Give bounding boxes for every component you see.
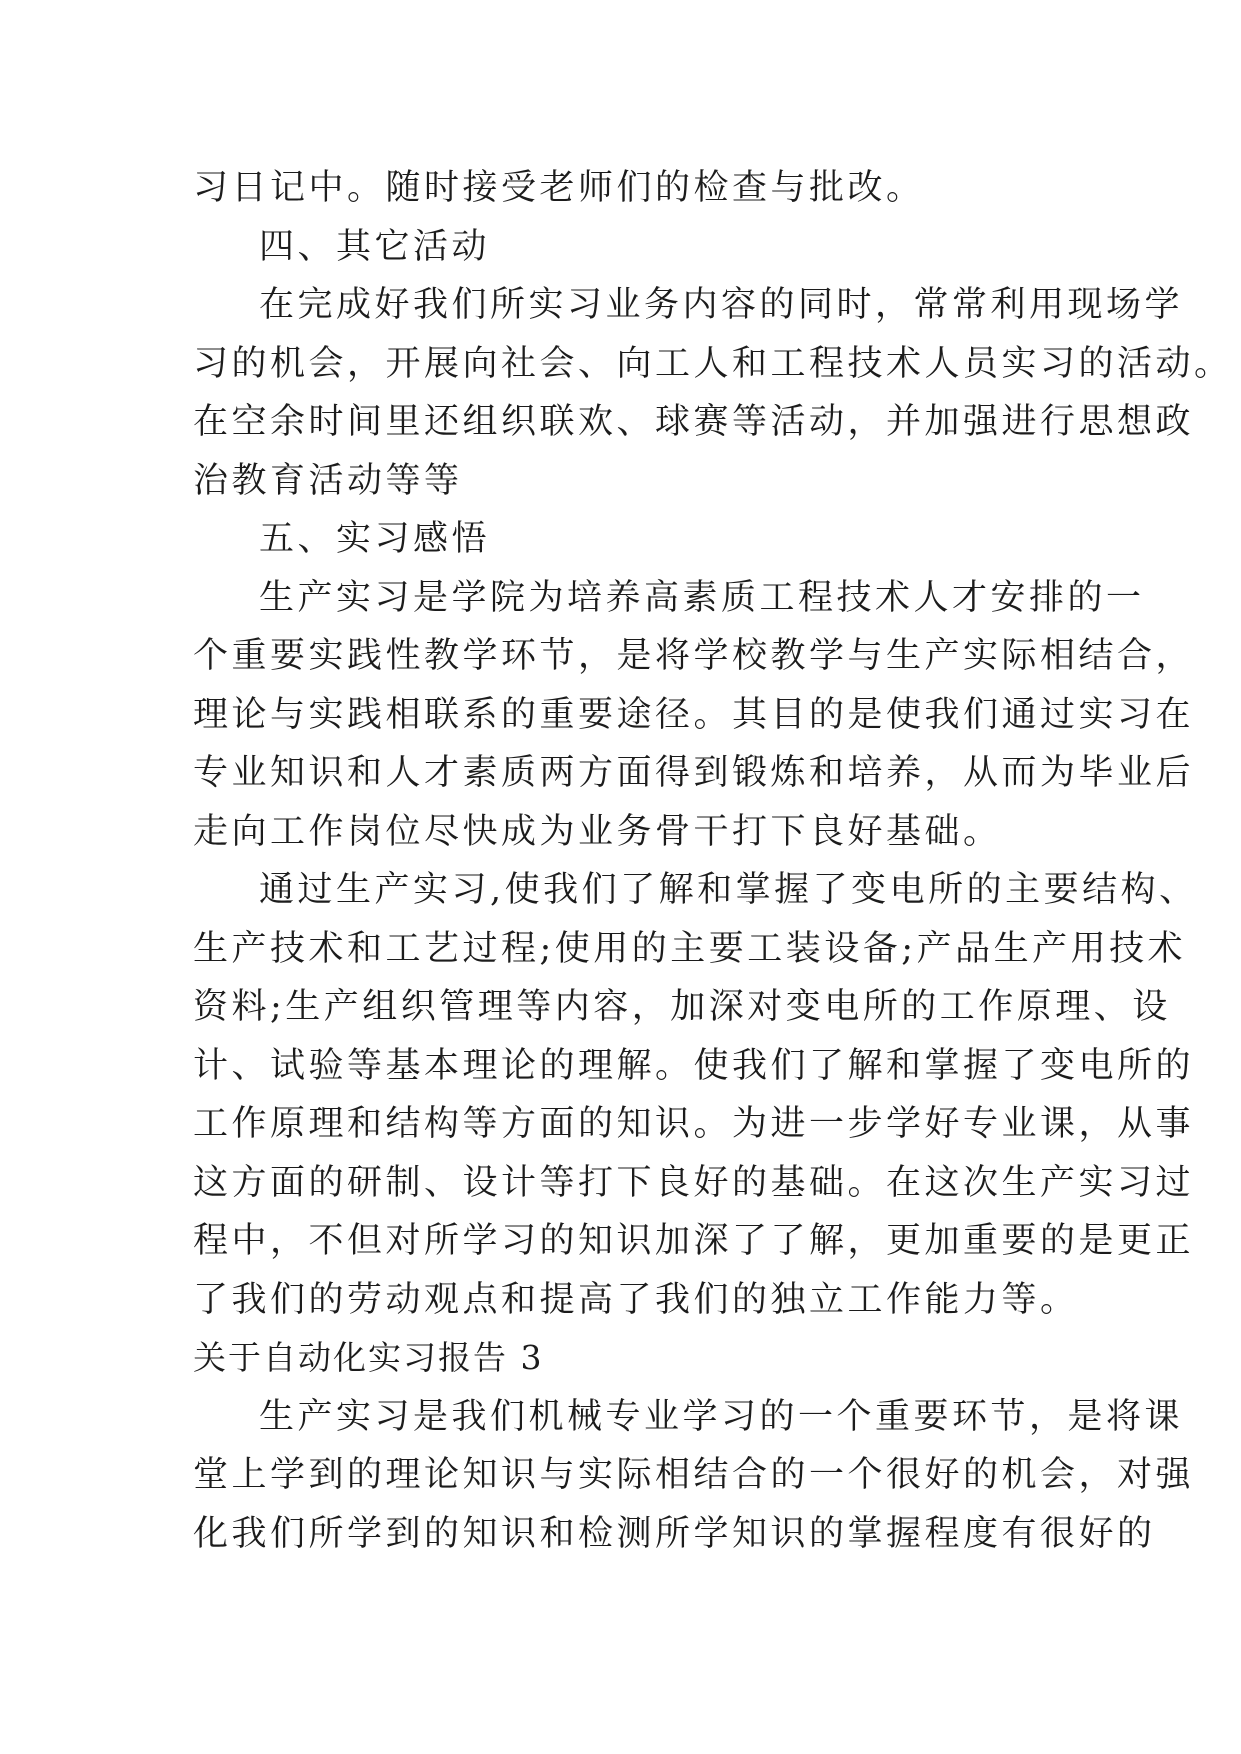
text-line: 生产技术和工艺过程;使用的主要工装设备;产品生产用技术 <box>193 928 1187 969</box>
text-line: 个重要实践性教学环节，是将学校教学与生产实际相结合， <box>193 636 1195 676</box>
report-title-3: 关于自动化实习报告 3 <box>193 1338 544 1377</box>
text-line: 习日记中。随时接受老师们的检查与批改。 <box>193 168 925 208</box>
section-heading-other-activities: 四、其它活动 <box>259 226 491 267</box>
text-line: 生产实习是学院为培养高素质工程技术人才安排的一 <box>259 577 1145 618</box>
text-line: 工作原理和结构等方面的知识。为进一步学好专业课，从事 <box>193 1104 1195 1144</box>
text-line: 化我们所学到的知识和检测所学知识的掌握程度有很好的 <box>193 1513 1156 1554</box>
document-body <box>193 159 1233 1563</box>
text-line: 走向工作岗位尽快成为业务骨干打下良好基础。 <box>193 811 1002 852</box>
text-line: 在完成好我们所实习业务内容的同时，常常利用现场学 <box>259 285 1184 325</box>
text-line: 习的机会，开展向社会、向工人和工程技术人员实习的活动。 <box>193 343 1233 384</box>
text-line: 生产实习是我们机械专业学习的一个重要环节，是将课 <box>259 1396 1184 1437</box>
text-line: 治教育活动等等 <box>193 460 463 501</box>
text-line: 通过生产实习,使我们了解和掌握了变电所的主要结构、 <box>259 870 1198 910</box>
text-line: 资料;生产组织管理等内容，加深对变电所的工作原理、设 <box>193 987 1171 1027</box>
text-line: 计、试验等基本理论的理解。使我们了解和掌握了变电所的 <box>193 1045 1195 1086</box>
text-line: 了我们的劳动观点和提高了我们的独立工作能力等。 <box>193 1279 1079 1320</box>
section-heading-internship-reflection: 五、实习感悟 <box>259 519 491 559</box>
text-line: 这方面的研制、设计等打下良好的基础。在这次生产实习过 <box>193 1162 1195 1203</box>
text-line: 在空余时间里还组织联欢、球赛等活动，并加强进行思想政 <box>193 402 1195 442</box>
text-line: 专业知识和人才素质两方面得到锻炼和培养，从而为毕业后 <box>193 753 1195 793</box>
text-line: 堂上学到的理论知识与实际相结合的一个很好的机会，对强 <box>193 1455 1195 1495</box>
text-line: 理论与实践相联系的重要途径。其目的是使我们通过实习在 <box>193 694 1195 735</box>
text-line: 程中，不但对所学习的知识加深了了解，更加重要的是更正 <box>193 1221 1195 1261</box>
